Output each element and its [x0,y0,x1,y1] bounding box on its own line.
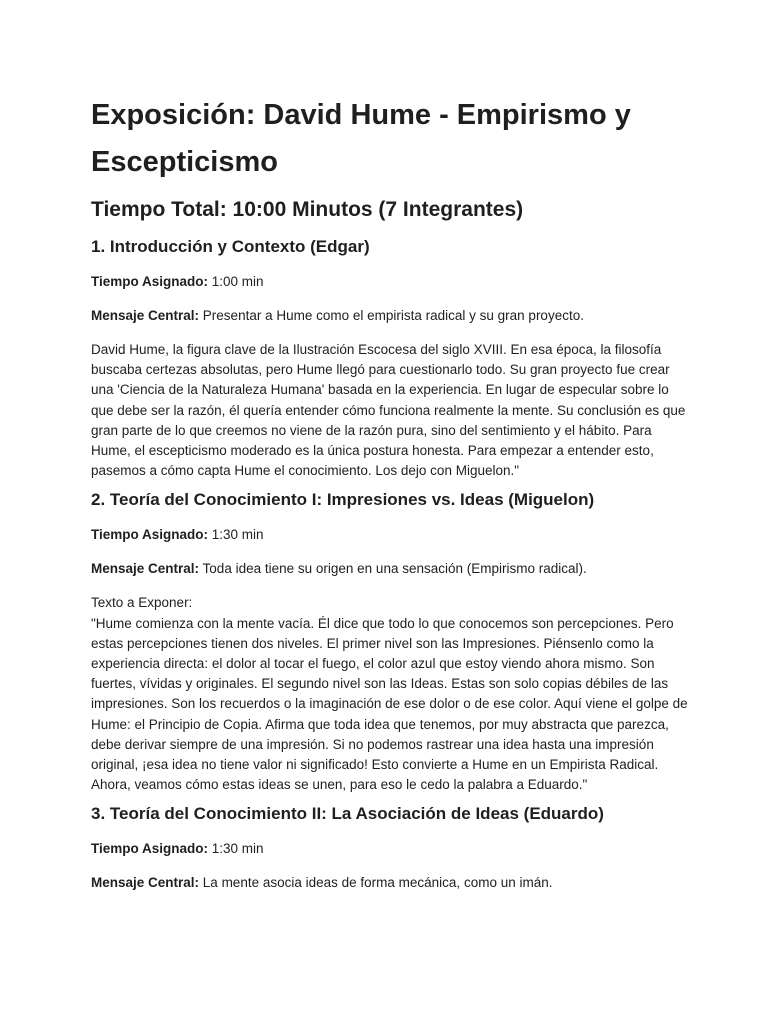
section-heading: 3. Teoría del Conocimiento II: La Asociación de Ideas (Eduardo) [91,804,604,824]
section-heading: 1. Introducción y Contexto (Edgar) [91,237,370,256]
document-page [91,92,691,893]
central-message [91,306,691,326]
section-body: David Hume, la figura clave de la Ilustración Escocesa del siglo XVIII. En esa época, la filosofía buscaba certezas absolutas, pero Hume llegó para cuestionarlo todo. Su gran proyecto fue crear una 'Ciencia de la Naturaleza Humana' basada en la experiencia. En lugar de especular sobre lo que debe ser la razón, él quería entender cómo funciona realmente la mente. Su conclusión es que gran parte de lo que creemos no viene de la razón pura, sino del sentimiento y el hábito. Para Hume, el escepticismo moderado es la única postura honesta. Para empezar a entender esto, pasemos a cómo capta Hume el conocimiento. Los dejo con Miguelon." [91,342,686,479]
section-impresiones-ideas [91,487,691,795]
time-assigned [91,525,691,545]
central-message [91,559,691,579]
message-label: Mensaje Central: [91,875,200,891]
time-label: Tiempo Asignado: [91,527,209,543]
message-value: La mente asocia ideas de forma mecánica, como un imán. [199,875,553,891]
time-assigned [91,839,691,859]
section-body: "Hume comienza con la mente vacía. Él dice que todo lo que conocemos son percepciones. Pero estas percepciones tienen dos niveles. El primer nivel son las Impresiones. Piénsenlo como la experiencia directa: el dolor al tocar el fuego, el color azul que estoy viendo ahora mismo. Son fuertes, vívidas y originales. El segundo nivel son las Ideas. Estas son solo copias débiles de las impresiones. Son los recuerdos o la imaginación de ese dolor o de ese color. Aquí viene el golpe de Hume: el Principio de Copia. Afirma que toda idea que tenemos, por muy abstracta que parezca, debe derivar siempre de una impresión. Si no podemos rastrear una idea hasta una impresión original, ¡esa idea no tiene valor ni significado! Esto convierte a Hume en un Empirista Radical. Ahora, veamos cómo estas ideas se unen, para eso le cedo la palabra a Eduardo." [91,615,688,793]
central-message [91,873,691,893]
message-value: Toda idea tiene su origen en una sensación (Empirismo radical). [199,561,587,577]
document-subtitle: Tiempo Total: 10:00 Minutos (7 Integrantes) [91,198,524,221]
section-asociacion-ideas [91,801,691,893]
section-introduccion [91,234,691,481]
time-value: 1:30 min [208,841,264,857]
time-assigned [91,272,691,292]
time-value: 1:30 min [208,527,264,543]
time-label: Tiempo Asignado: [91,274,209,289]
message-label: Mensaje Central: [91,308,200,323]
message-value: Presentar a Hume como el empirista radical y su gran proyecto. [199,308,584,323]
time-label: Tiempo Asignado: [91,841,209,857]
message-label: Mensaje Central: [91,561,200,577]
section-intro: Texto a Exponer: [91,595,193,611]
section-heading: 2. Teoría del Conocimiento I: Impresiones vs. Ideas (Miguelon) [91,490,595,510]
document-title: Exposición: David Hume - Empirismo y Escepticismo [91,99,631,178]
time-value: 1:00 min [208,274,264,289]
